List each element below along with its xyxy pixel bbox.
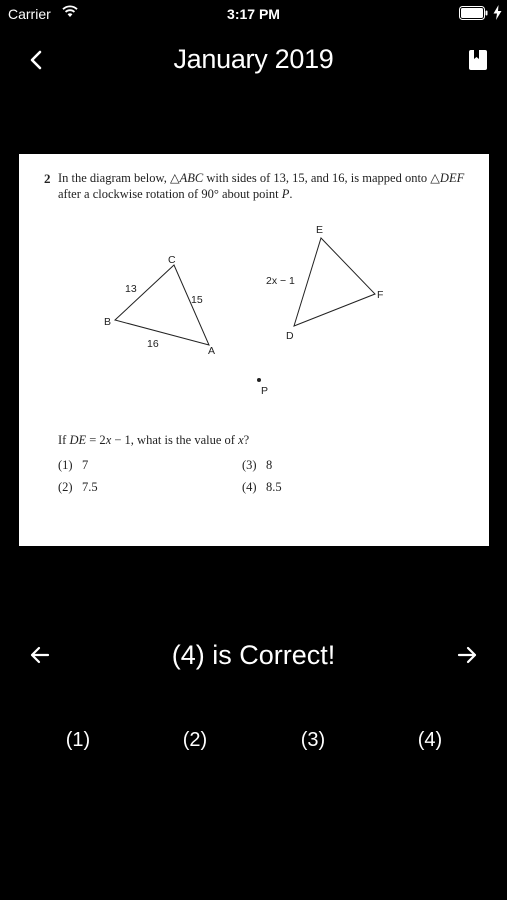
triangle-diagram bbox=[19, 154, 489, 424]
stem-p: P bbox=[281, 187, 290, 201]
choice-number: (1) bbox=[58, 458, 73, 472]
choice-value: 8 bbox=[266, 458, 273, 472]
side-label-13: 13 bbox=[125, 283, 137, 295]
label-a: A bbox=[208, 345, 216, 357]
status-time: 3:17 PM bbox=[227, 6, 280, 22]
status-bar bbox=[0, 0, 507, 28]
stem-text: after a clockwise rotation of 90° about point bbox=[58, 187, 282, 201]
battery-icon bbox=[459, 6, 489, 25]
answer-button-1[interactable]: (1) bbox=[38, 722, 118, 758]
next-question-button[interactable] bbox=[455, 643, 479, 667]
prompt-x: x bbox=[238, 433, 244, 447]
label-c: C bbox=[168, 254, 176, 266]
side-label-16: 16 bbox=[147, 338, 159, 350]
page-title: January 2019 bbox=[173, 44, 334, 74]
label-d: D bbox=[286, 330, 294, 342]
choice-number: (3) bbox=[242, 458, 257, 472]
question-prompt bbox=[58, 433, 249, 448]
label-b: B bbox=[104, 316, 112, 328]
stem-text: In the diagram below, △ bbox=[58, 171, 180, 185]
choice-2 bbox=[58, 480, 98, 495]
prompt-text: − 1, what is the value of bbox=[111, 433, 239, 447]
feedback-message: (4) is Correct! bbox=[171, 640, 336, 670]
stem-text: with sides of 13, 15, and 16, is mapped onto △ bbox=[203, 171, 440, 185]
choice-4 bbox=[242, 480, 282, 495]
prompt-x: x bbox=[105, 433, 112, 447]
answer-button-3[interactable]: (3) bbox=[273, 722, 353, 758]
bookmark-icon bbox=[466, 48, 490, 72]
charging-bolt-icon bbox=[493, 5, 502, 25]
answer-button-4[interactable]: (4) bbox=[390, 722, 470, 758]
triangle-def bbox=[294, 238, 375, 326]
choice-value: 7.5 bbox=[82, 480, 98, 494]
point-p bbox=[257, 378, 261, 382]
choice-1 bbox=[58, 458, 88, 473]
prompt-de: DE bbox=[69, 433, 87, 447]
side-label-15: 15 bbox=[191, 294, 203, 306]
choice-number: (4) bbox=[242, 480, 257, 494]
choice-value: 8.5 bbox=[266, 480, 282, 494]
side-label-de: 2x − 1 bbox=[266, 275, 295, 287]
carrier-label: Carrier bbox=[8, 6, 51, 22]
choice-value: 7 bbox=[82, 458, 89, 472]
bookmark-button[interactable] bbox=[466, 48, 490, 72]
prompt-text: ? bbox=[243, 433, 250, 447]
prompt-text: = 2 bbox=[86, 433, 106, 447]
label-p: P bbox=[261, 385, 269, 397]
label-f: F bbox=[377, 289, 384, 301]
navigation-bar bbox=[0, 30, 507, 90]
feedback-row bbox=[0, 630, 507, 680]
label-e: E bbox=[316, 224, 324, 236]
stem-text: . bbox=[289, 187, 293, 201]
stem-abc: ABC bbox=[179, 171, 204, 185]
choice-number: (2) bbox=[58, 480, 73, 494]
answer-button-2[interactable]: (2) bbox=[155, 722, 235, 758]
question-number: 2 bbox=[44, 171, 51, 186]
choice-3 bbox=[242, 458, 272, 473]
question-image bbox=[19, 154, 489, 546]
prompt-text: If bbox=[58, 433, 70, 447]
arrow-right-icon bbox=[455, 643, 479, 667]
stem-def: DEF bbox=[439, 171, 465, 185]
